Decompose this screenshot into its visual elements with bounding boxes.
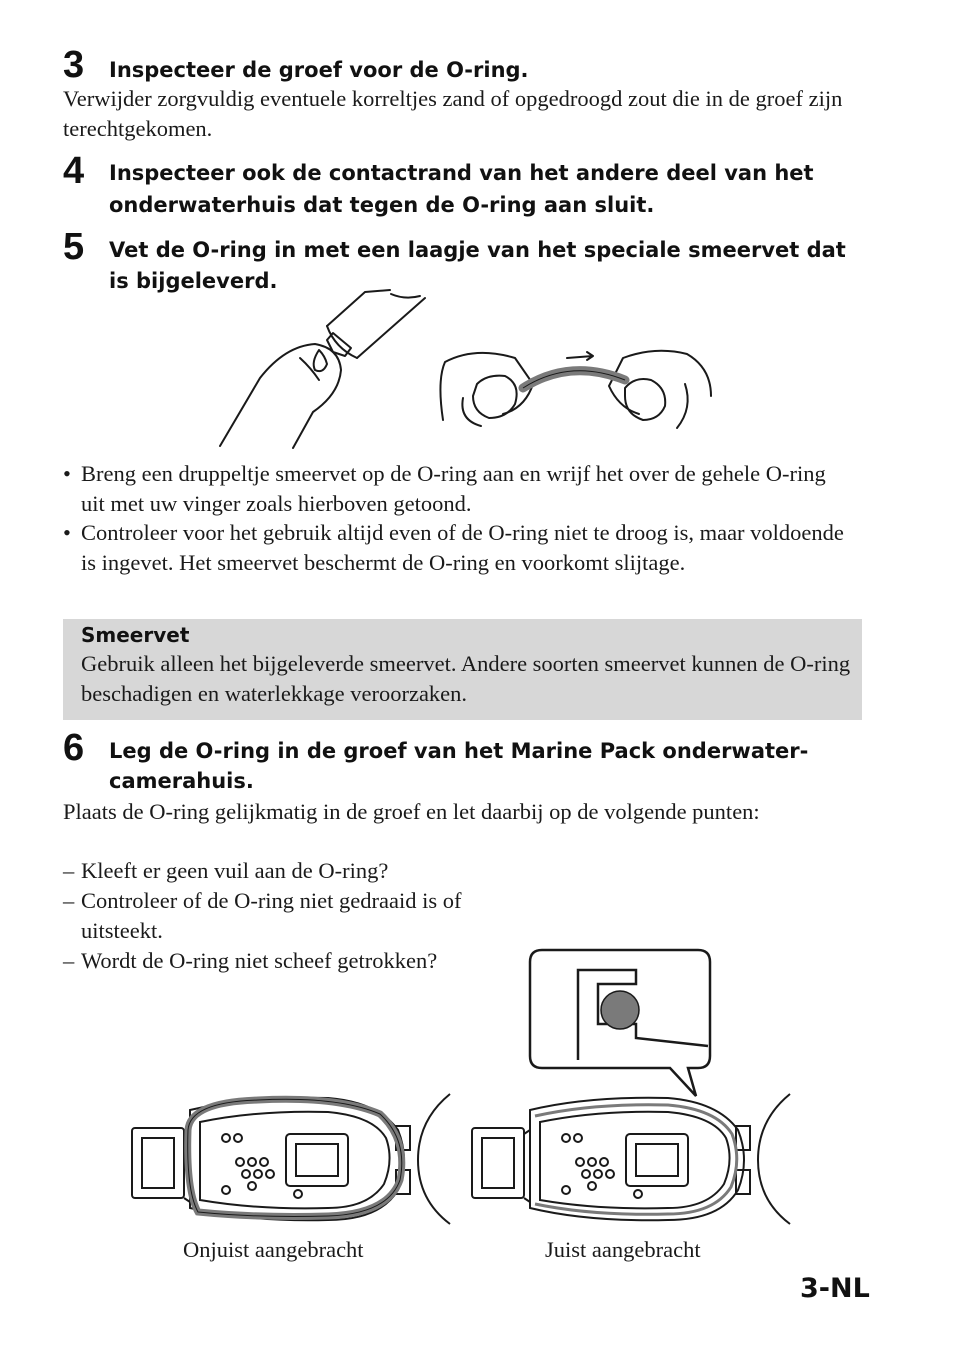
dash-symbol: –: [63, 888, 75, 913]
checklist-text: Wordt de O-ring niet scheef getrokken?: [81, 948, 438, 973]
bullet-text: Breng een druppeltje smeervet op de O-ring aan en wrijf het over de gehele O-ring uit met uw vinger zoals hierboven getoond.: [81, 461, 826, 516]
list-item: [63, 886, 523, 946]
step-6-body: Plaats de O-ring gelijkmatig in de groef en let daarbij op de volgende punten:: [63, 799, 760, 824]
grease-drop: [314, 350, 327, 371]
bullet-symbol: •: [63, 520, 71, 545]
caption-incorrect: Onjuist aangebracht: [183, 1237, 364, 1262]
step-title: Inspecteer de groef voor de O-ring.: [109, 58, 529, 82]
step-title-line-2: camerahuis.: [109, 769, 254, 793]
list-item: [63, 946, 523, 976]
grease-illustration: [215, 288, 715, 450]
notice-text: Gebruik alleen het bijgeleverde smeervet. Andere soorten smeervet kunnen de O-ring beschadigen en waterlekkage veroorzaken.: [81, 651, 851, 706]
list-item: [63, 459, 853, 518]
checklist: [63, 856, 523, 976]
step-number: 4: [63, 150, 85, 192]
bullet-text: Controleer voor het gebruik altijd even of de O-ring niet te droog is, maar voldoende is ingevet. Het smeervet beschermt de O-ring en voorkomt slijtage.: [81, 520, 844, 575]
page-number: 3-NL: [800, 1273, 870, 1304]
notice-box: [63, 619, 862, 720]
list-item: [63, 856, 523, 886]
finger: [220, 344, 341, 448]
step-number: 5: [63, 226, 85, 268]
step-title-line-2: onderwaterhuis dat tegen de O-ring aan sluit.: [109, 193, 655, 217]
step-6: [63, 729, 883, 799]
step-title-line-1: Leg de O-ring in de groef van het Marine Pack onderwater-: [109, 739, 809, 763]
dash-symbol: –: [63, 858, 75, 883]
checklist-text: Controleer of de O-ring niet gedraaid is of uitsteekt.: [81, 888, 462, 943]
rub-arrow: [567, 352, 593, 360]
housing-incorrect-illustration: [128, 1090, 450, 1225]
dash-symbol: –: [63, 948, 75, 973]
step-number: 6: [63, 727, 85, 769]
checklist-text: Kleeft er geen vuil aan de O-ring?: [81, 858, 389, 883]
groove-detail-callout: [528, 948, 714, 1098]
step-4: [63, 152, 883, 222]
bullet-symbol: •: [63, 461, 71, 486]
step-3-body: Verwijder zorgvuldig eventuele korreltjes zand of opgedroogd zout die in de groef zijn terechtgekomen.: [63, 86, 843, 141]
step-title-line-1: Vet de O-ring in met een laagje van het speciale smeervet dat: [109, 238, 846, 262]
list-item: [63, 518, 853, 577]
step-title-line-1: Inspecteer ook de contactrand van het andere deel van het: [109, 161, 814, 185]
housing-correct-illustration: [468, 1090, 790, 1225]
bullet-list: [63, 459, 853, 577]
step-number: 3: [63, 44, 85, 86]
o-ring-cross-section: [601, 991, 639, 1029]
step-title-line-2: is bijgeleverd.: [109, 269, 278, 293]
caption-correct: Juist aangebracht: [545, 1237, 701, 1262]
notice-title: Smeervet: [81, 623, 190, 647]
